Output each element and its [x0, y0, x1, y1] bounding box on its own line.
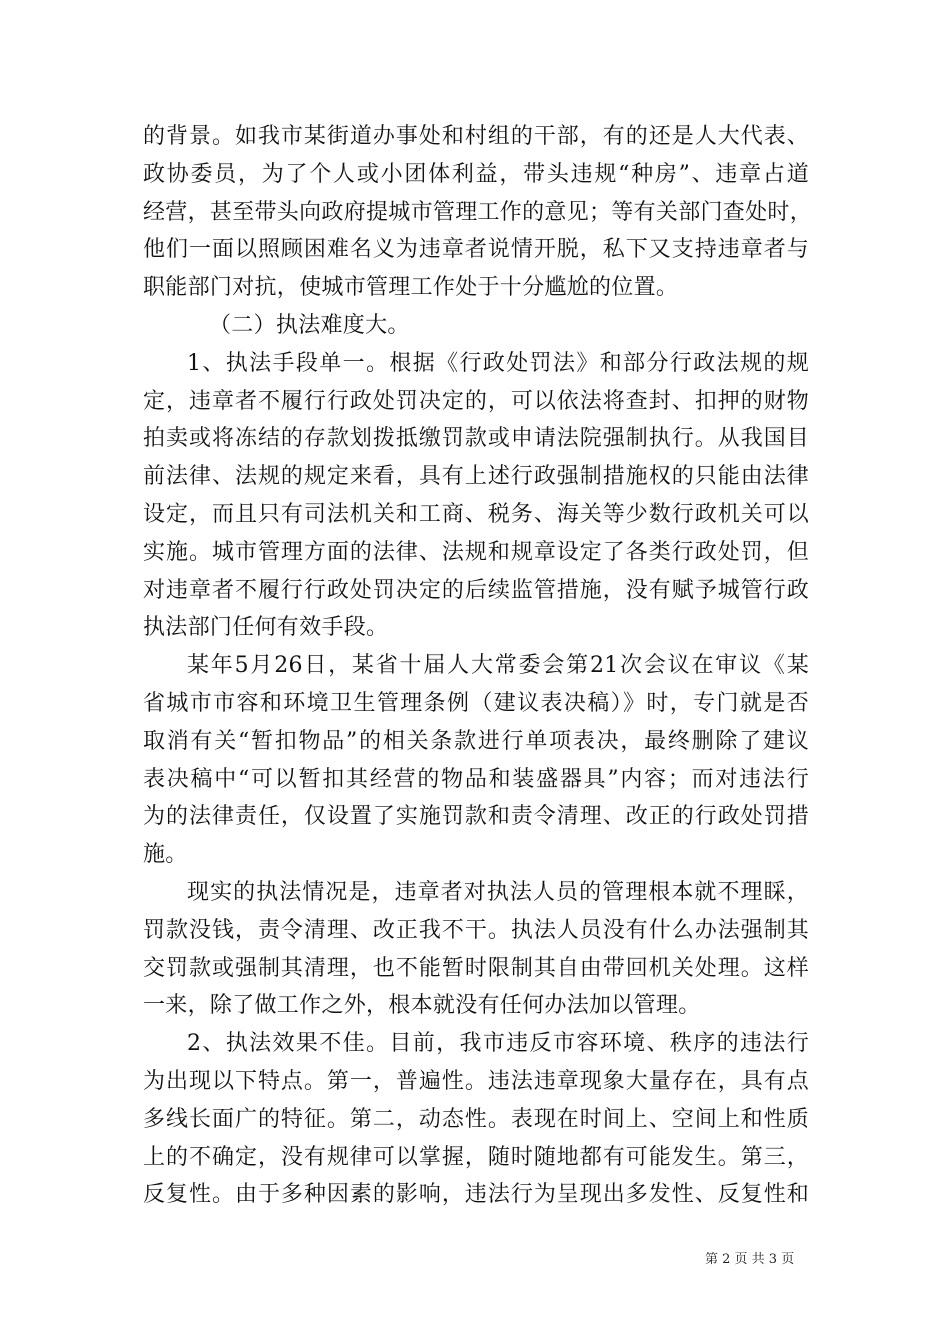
- text-line: （二）执法难度大。: [209, 312, 410, 338]
- body-text: [143, 118, 813, 1214]
- text-line: 政协委员，为了个人或小团体利益，带头违规“种房”、违章占道: [143, 161, 809, 187]
- text-line: 多线长面广的特征。第二，动态性。表现在时间上、空间上和性质: [143, 1106, 809, 1132]
- text-line: 一来，除了做工作之外，根本就没有任何办法加以管理。: [143, 993, 701, 1019]
- text-line: 实施。城市管理方面的法律、法规和规章设定了各类行政处罚，但: [143, 539, 809, 565]
- text-line: 经营，甚至带头向政府提城市管理工作的意见；等有关部门查处时，: [143, 199, 813, 225]
- text-line: 对违章者不履行行政处罚决定的后续监管措施，没有赋予城管行政: [143, 577, 809, 603]
- text-line: 执法部门任何有效手段。: [143, 615, 389, 641]
- text-line: 上的不确定，没有规律可以掌握，随时随地都有可能发生。第三，: [143, 1144, 809, 1170]
- page-number-footer: 第 2 页 共 3 页: [705, 1252, 795, 1267]
- text-line: 为出现以下特点。第一，普遍性。违法违章现象大量存在，具有点: [143, 1068, 809, 1094]
- text-line: 省城市市容和环境卫生管理条例（建议表决稿）》时，专门就是否: [143, 690, 809, 716]
- text-line: 设定，而且只有司法机关和工商、税务、海关等少数行政机关可以: [143, 501, 809, 527]
- text-line: 他们一面以照顾困难名义为违章者说情开脱，私下又支持违章者与: [143, 237, 809, 263]
- text-line: 交罚款或强制其清理，也不能暂时限制其自由带回机关处理。这样: [143, 955, 809, 981]
- text-line: 为的法律责任，仅设置了实施罚款和责令清理、改正的行政处罚措: [143, 804, 809, 830]
- text-line: 拍卖或将冻结的存款划拨抵缴罚款或申请法院强制执行。从我国目: [143, 426, 809, 452]
- text-line: 现实的执法情况是，违章者对执法人员的管理根本就不理睬，: [187, 879, 809, 905]
- text-line: 某年5月26日，某省十届人大常委会第21次会议在审议《某: [187, 653, 809, 679]
- text-line: 职能部门对抗，使城市管理工作处于十分尴尬的位置。: [143, 275, 679, 301]
- text-line: 定，违章者不履行行政处罚决定的，可以依法将查封、扣押的财物: [143, 388, 809, 414]
- text-line: 反复性。由于多种因素的影响，违法行为呈现出多发性、反复性和: [143, 1182, 809, 1208]
- text-line: 前法律、法规的规定来看，具有上述行政强制措施权的只能由法律: [143, 464, 809, 490]
- text-line: 1、执法手段单一。根据《行政处罚法》和部分行政法规的规: [187, 350, 809, 376]
- text-line: 表决稿中“可以暂扣其经营的物品和装盛器具”内容；而对违法行: [143, 766, 809, 792]
- text-line: 的背景。如我市某街道办事处和村组的干部，有的还是人大代表、: [143, 124, 809, 149]
- text-line: 施。: [143, 842, 188, 868]
- text-line: 2、执法效果不佳。目前，我市违反市容环境、秩序的违法行: [187, 1031, 809, 1057]
- text-line: 取消有关“暂扣物品”的相关条款进行单项表决，最终删除了建议: [143, 728, 809, 754]
- text-line: 罚款没钱，责令清理、改正我不干。执法人员没有什么办法强制其: [143, 917, 809, 943]
